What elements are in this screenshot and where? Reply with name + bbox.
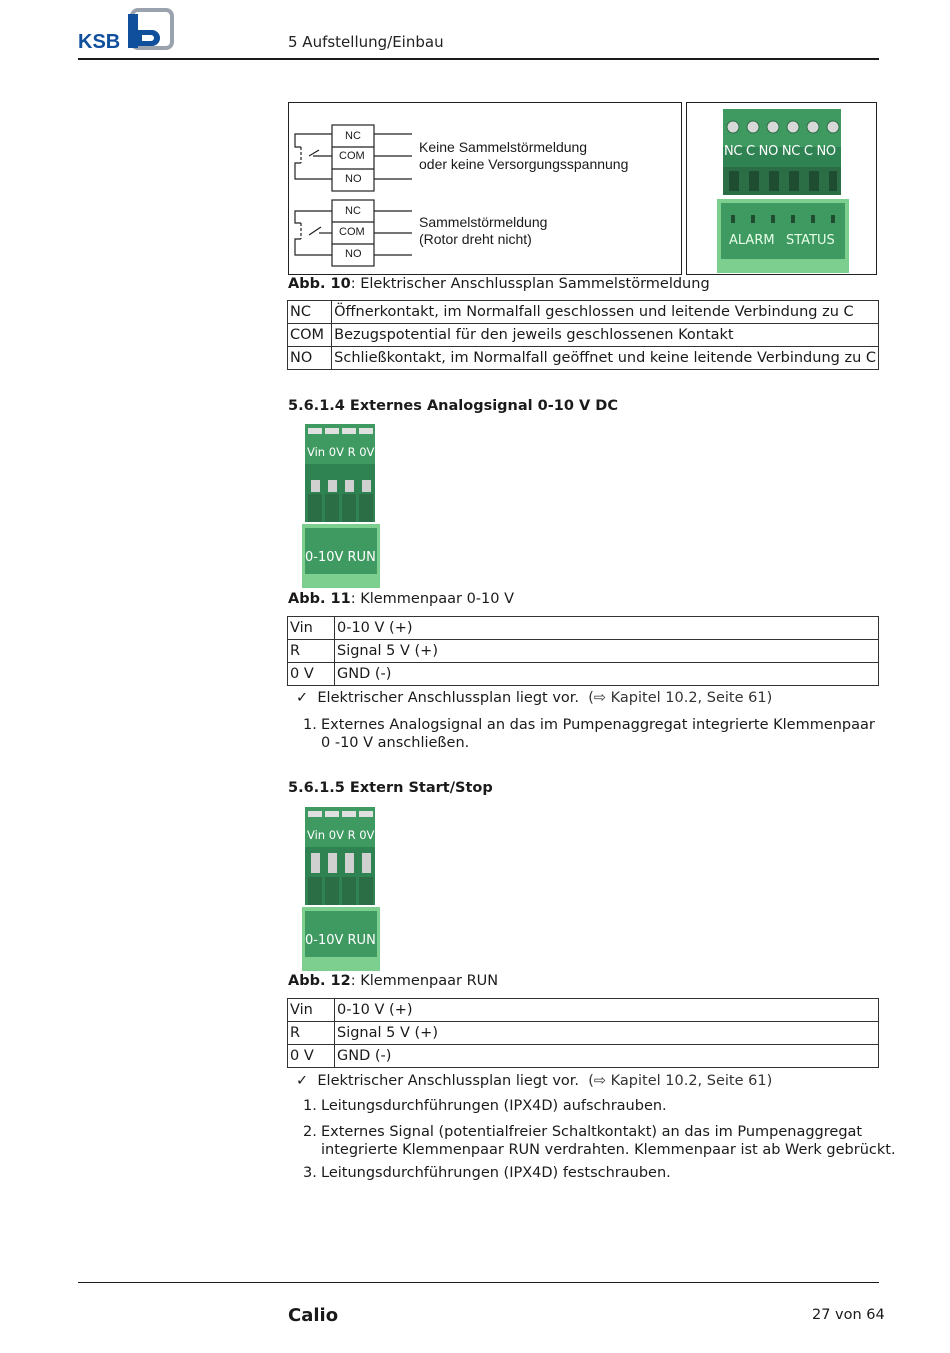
relay-bottom-com: COM (339, 226, 365, 238)
section-heading-start-stop: 5.6.1.5 Extern Start/Stop (288, 780, 493, 796)
table-row: NC Öffnerkontakt, im Normalfall geschlossen und leitende Verbindung zu C (288, 301, 879, 324)
fig11-caption: Abb. 11: Klemmenpaar 0-10 V (288, 591, 515, 607)
table-row: R Signal 5 V (+) (288, 1022, 879, 1045)
alarm-connector-top-label: NC C NO NC C NO (724, 144, 836, 159)
chapter-link[interactable]: (⇨ Kapitel 10.2, Seite 61) (588, 690, 773, 706)
section-title: 5 Aufstellung/Einbau (288, 33, 444, 51)
alarm-connector-graphic (717, 109, 849, 273)
run-step-2: 2. Externes Signal (potentialfreier Schaltkontakt) an das im Pumpenaggregat integrierte Klemmenpaar RUN verdrahten. Klemmenpaar ist ab Werk gebrückt. (303, 1124, 896, 1158)
fig12-caption: Abb. 12: Klemmenpaar RUN (288, 973, 499, 989)
footer-page-number: 27 von 64 (812, 1307, 885, 1323)
chapter-link[interactable]: (⇨ Kapitel 10.2, Seite 61) (588, 1073, 773, 1089)
logo-mark-icon (128, 8, 176, 52)
relay-top-com: COM (339, 150, 365, 162)
relay-top-no: NO (345, 173, 362, 185)
ksb-logo (78, 8, 178, 54)
contact-definition-table (287, 300, 879, 370)
analog-connector-top-label: Vin 0V R 0V (307, 445, 375, 459)
relay-top-legend: Keine Sammelstörmeldung oder keine Versorgungsspannung (419, 139, 629, 172)
alarm-connector-figure (686, 102, 877, 275)
relay-top-nc: NC (345, 130, 361, 142)
table-row: Vin 0-10 V (+) (288, 617, 879, 640)
logo-text: KSB (78, 31, 121, 53)
status-label: STATUS (786, 233, 835, 248)
relay-bottom-legend: Sammelstörmeldung (Rotor dreht nicht) (419, 214, 548, 247)
analog-terminal-table (287, 616, 879, 686)
analog-connector-bottom-label: 0-10V RUN (305, 550, 376, 565)
analog-precondition: ✓ Elektrischer Anschlussplan liegt vor. (⇨ Kapitel 10.2, Seite 61) (296, 690, 773, 706)
analog-step-1: 1. Externes Analogsignal an das im Pumpenaggregat integrierte Klemmenpaar 0 -10 V anschließen. (303, 717, 875, 751)
header-rule (78, 58, 879, 60)
table-row: 0 V GND (-) (288, 663, 879, 686)
relay-diagram (288, 102, 682, 275)
table-row: NO Schließkontakt, im Normalfall geöffnet und keine leitende Verbindung zu C (288, 347, 879, 370)
check-icon: ✓ (296, 690, 309, 706)
relay-bottom-nc: NC (345, 205, 361, 217)
alarm-label: ALARM (729, 233, 775, 248)
table-row: COM Bezugspotential für den jeweils geschlossenen Kontakt (288, 324, 879, 347)
run-terminal-table (287, 998, 879, 1068)
run-connector-figure (302, 807, 380, 971)
run-connector-bottom-label: 0-10V RUN (305, 933, 376, 948)
footer-rule (78, 1282, 879, 1283)
fig10-caption: Abb. 10: Elektrischer Anschlussplan Sammelstörmeldung (288, 276, 710, 292)
run-connector-top-label: Vin 0V R 0V (307, 828, 375, 842)
run-precondition: ✓ Elektrischer Anschlussplan liegt vor. (⇨ Kapitel 10.2, Seite 61) (296, 1073, 773, 1089)
run-step-1: 1. Leitungsdurchführungen (IPX4D) aufschrauben. (303, 1098, 667, 1114)
section-heading-analog: 5.6.1.4 Externes Analogsignal 0-10 V DC (288, 398, 618, 414)
run-step-3: 3. Leitungsdurchführungen (IPX4D) festschrauben. (303, 1165, 671, 1181)
analog-connector-figure (302, 424, 380, 588)
table-row: R Signal 5 V (+) (288, 640, 879, 663)
footer-product: Calio (288, 1305, 339, 1326)
check-icon: ✓ (296, 1073, 309, 1089)
table-row: 0 V GND (-) (288, 1045, 879, 1068)
table-row: Vin 0-10 V (+) (288, 999, 879, 1022)
relay-bottom-no: NO (345, 248, 362, 260)
